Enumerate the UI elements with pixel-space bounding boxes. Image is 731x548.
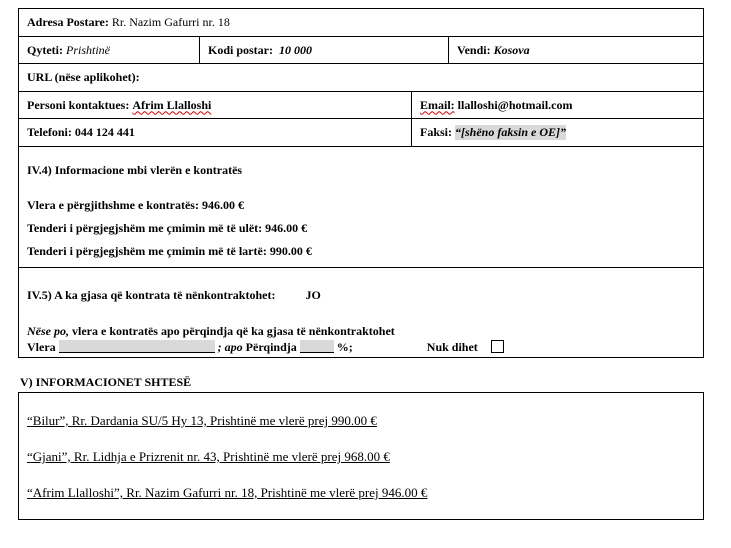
if-yes-line — [27, 324, 395, 339]
url-row — [18, 63, 704, 92]
contract-value-section — [18, 146, 704, 268]
phone-row — [18, 118, 704, 147]
address-row — [18, 8, 704, 37]
value-label: Vlera — [27, 340, 56, 354]
info-line-2: “Gjani”, Rr. Lidhja e Prizrenit nr. 43, Prishtinë me vlerë prej 968.00 € — [27, 449, 390, 464]
contact-row — [18, 91, 704, 119]
address-label: Adresa Postare: — [27, 15, 109, 29]
city-value: Prishtinë — [65, 42, 110, 57]
email-value: llalloshi@hotmail.com — [457, 97, 573, 112]
postal-cell — [200, 37, 448, 63]
address-cell — [19, 9, 703, 36]
fax-label: Faksi: — [420, 125, 453, 139]
percent-label: Përqindja — [245, 340, 297, 354]
fax-value: “[shëno faksin e OE]” — [455, 125, 567, 139]
value-input[interactable] — [59, 340, 215, 353]
percent-sign: %; — [336, 340, 353, 354]
location-row — [18, 36, 704, 64]
highest-tender-text: Tenderi i përgjegjshëm me çmimin më të lartë: 990.00 € — [27, 244, 312, 258]
if-yes-text: vlera e kontratës apo përqindja që ka gjasa të nënkontraktohet — [69, 324, 395, 338]
country-cell — [449, 37, 703, 63]
phone-label: Telefoni: — [27, 125, 72, 139]
unknown-checkbox[interactable] — [491, 340, 504, 353]
city-label: Qyteti: — [27, 42, 63, 57]
additional-info-box — [18, 392, 704, 520]
subcontract-answer: JO — [305, 288, 321, 302]
postal-value: 10 000 — [279, 42, 313, 57]
info-line-3: “Afrim Llalloshi”, Rr. Nazim Gafurri nr. 18, Prishtinë me vlerë prej 946.00 € — [27, 485, 428, 500]
section-4-5-title-line — [27, 288, 321, 303]
url-label: URL (nëse aplikohet): — [27, 70, 140, 84]
section-4-5-title: IV.5) A ka gjasa që kontrata të nënkontraktohet: — [27, 288, 276, 302]
section-4-4-title: IV.4) Informacione mbi vlerën e kontratës — [27, 163, 243, 177]
contact-value: Afrim Llalloshi — [132, 97, 212, 112]
subcontract-section — [18, 267, 704, 358]
lowest-tender-text: Tenderi i përgjegjshëm me çmimin më të ulët: 946.00 € — [27, 221, 308, 235]
unknown-label: Nuk dihet — [426, 340, 478, 354]
percent-input[interactable] — [300, 340, 334, 353]
section-5-title: V) INFORMACIONET SHTESË — [20, 375, 192, 389]
total-value-text: Vlera e përgjithshme e kontratës: 946.00 € — [27, 198, 244, 212]
country-label: Vendi: — [457, 42, 491, 57]
contact-cell — [19, 92, 411, 118]
phone-value: 044 124 441 — [74, 125, 135, 139]
contact-label: Personi kontaktues: — [27, 97, 130, 112]
info-line-1: “Bilur”, Rr. Dardania SU/5 Hy 13, Prishtinë me vlerë prej 990.00 € — [27, 413, 377, 428]
if-yes-italic: Nëse po, — [27, 324, 69, 338]
email-cell — [412, 92, 703, 118]
city-cell — [19, 37, 199, 63]
phone-cell — [19, 119, 411, 146]
email-label: Email: — [420, 97, 455, 112]
or-label: ; apo — [217, 340, 243, 354]
fax-cell — [412, 119, 703, 146]
country-value: Kosova — [493, 42, 530, 57]
postal-label: Kodi postar: — [208, 42, 274, 57]
address-value: Rr. Nazim Gafurri nr. 18 — [111, 15, 230, 29]
value-percent-line — [27, 340, 504, 355]
